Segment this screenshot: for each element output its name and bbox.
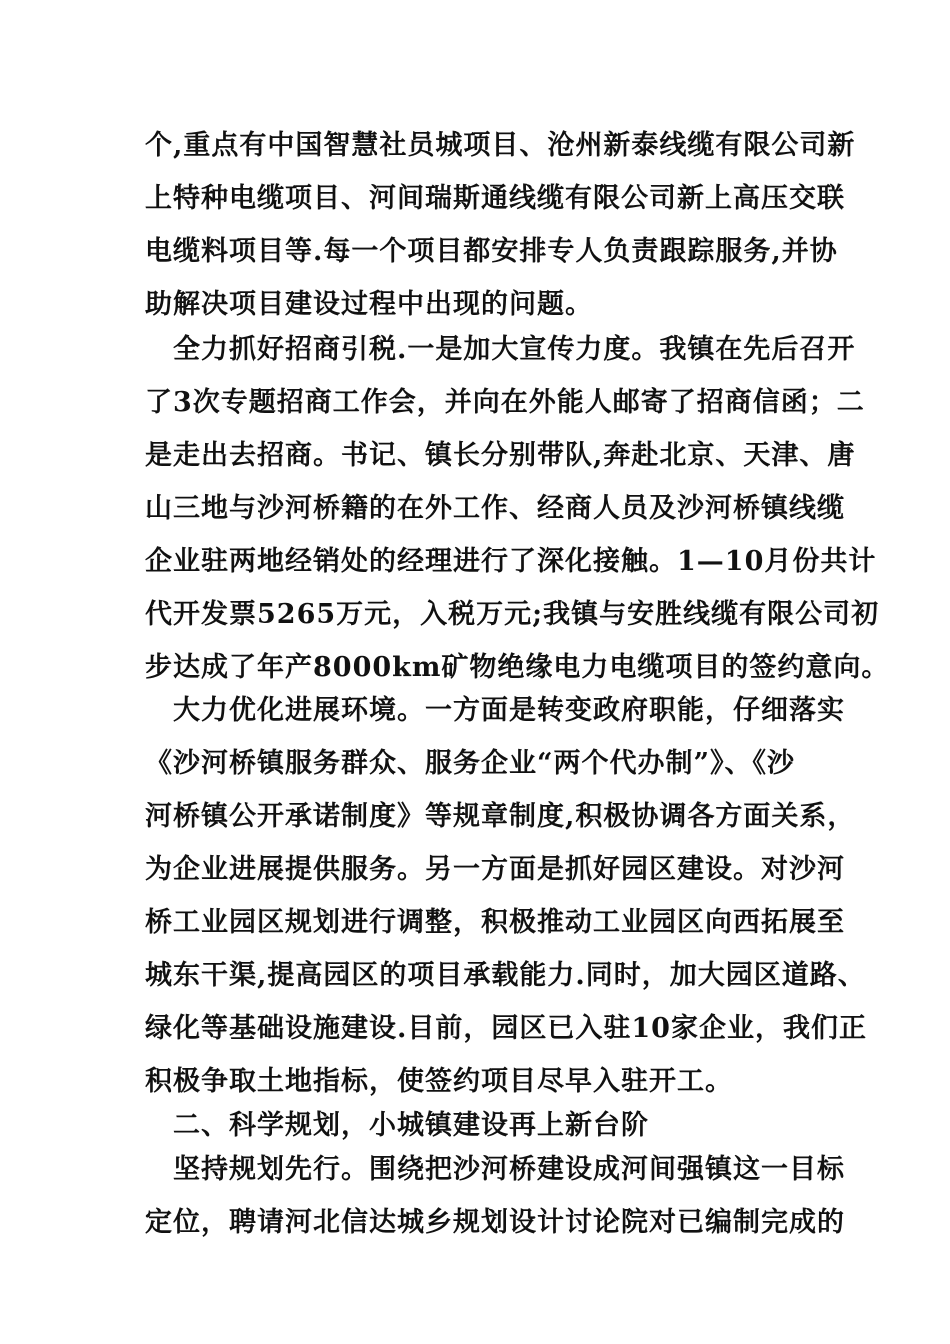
text-line-8: 山三地与沙河桥籍的在外工作、经商人员及沙河桥镇线缆 <box>145 493 845 524</box>
text-line-10: 代开发票5265万元，入税万元;我镇与安胜线缆有限公司初 <box>145 599 880 630</box>
paragraph-start-line: 全力抓好招商引税.一是加大宣传力度。我镇在先后召开 <box>173 334 856 365</box>
text-line-1: 个,重点有中国智慧社员城项目、沧州新泰线缆有限公司新 <box>145 130 856 161</box>
text-line-22: 定位，聘请河北信达城乡规划设计讨论院对已编制完成的 <box>145 1207 845 1238</box>
text-line-7: 是走出去招商。书记、镇长分别带队,奔赴北京、天津、唐 <box>145 440 856 471</box>
text-line-9: 企业驻两地经销处的经理进行了深化接触。1—10月份共计 <box>145 546 877 577</box>
text-line-19: 积极争取土地指标，使签约项目尽早入驻开工。 <box>145 1066 733 1097</box>
text-line-15: 为企业进展提供服务。另一方面是抓好园区建设。对沙河 <box>145 854 845 885</box>
text-line-17: 城东干渠,提高园区的项目承载能力.同时，加大园区道路、 <box>145 960 866 991</box>
text-line-3: 电缆料项目等.每一个项目都安排专人负责跟踪服务,并协 <box>145 236 838 267</box>
text-line-11: 步达成了年产8000km矿物绝缘电力电缆项目的签约意向。 <box>145 652 890 683</box>
text-line-2: 上特种电缆项目、河间瑞斯通线缆有限公司新上高压交联 <box>145 183 845 214</box>
text-line-18: 绿化等基础设施建设.目前，园区已入驻10家企业，我们正 <box>145 1013 867 1044</box>
text-line-4: 助解决项目建设过程中出现的问题。 <box>145 289 593 320</box>
paragraph-start-line: 大力优化进展环境。一方面是转变政府职能，仔细落实 <box>173 695 845 726</box>
text-line-6: 了3次专题招商工作会，并向在外能人邮寄了招商信函；二 <box>145 387 865 418</box>
text-line-16: 桥工业园区规划进行调整，积极推动工业园区向西拓展至 <box>145 907 845 938</box>
section-heading: 二、科学规划，小城镇建设再上新台阶 <box>173 1110 649 1141</box>
text-line-14: 河桥镇公开承诺制度》等规章制度,积极协调各方面关系， <box>145 801 856 832</box>
paragraph-start-line: 坚持规划先行。围绕把沙河桥建设成河间强镇这一目标 <box>173 1154 845 1185</box>
text-line-13: 《沙河桥镇服务群众、服务企业“两个代办制”》、《沙 <box>145 748 796 779</box>
